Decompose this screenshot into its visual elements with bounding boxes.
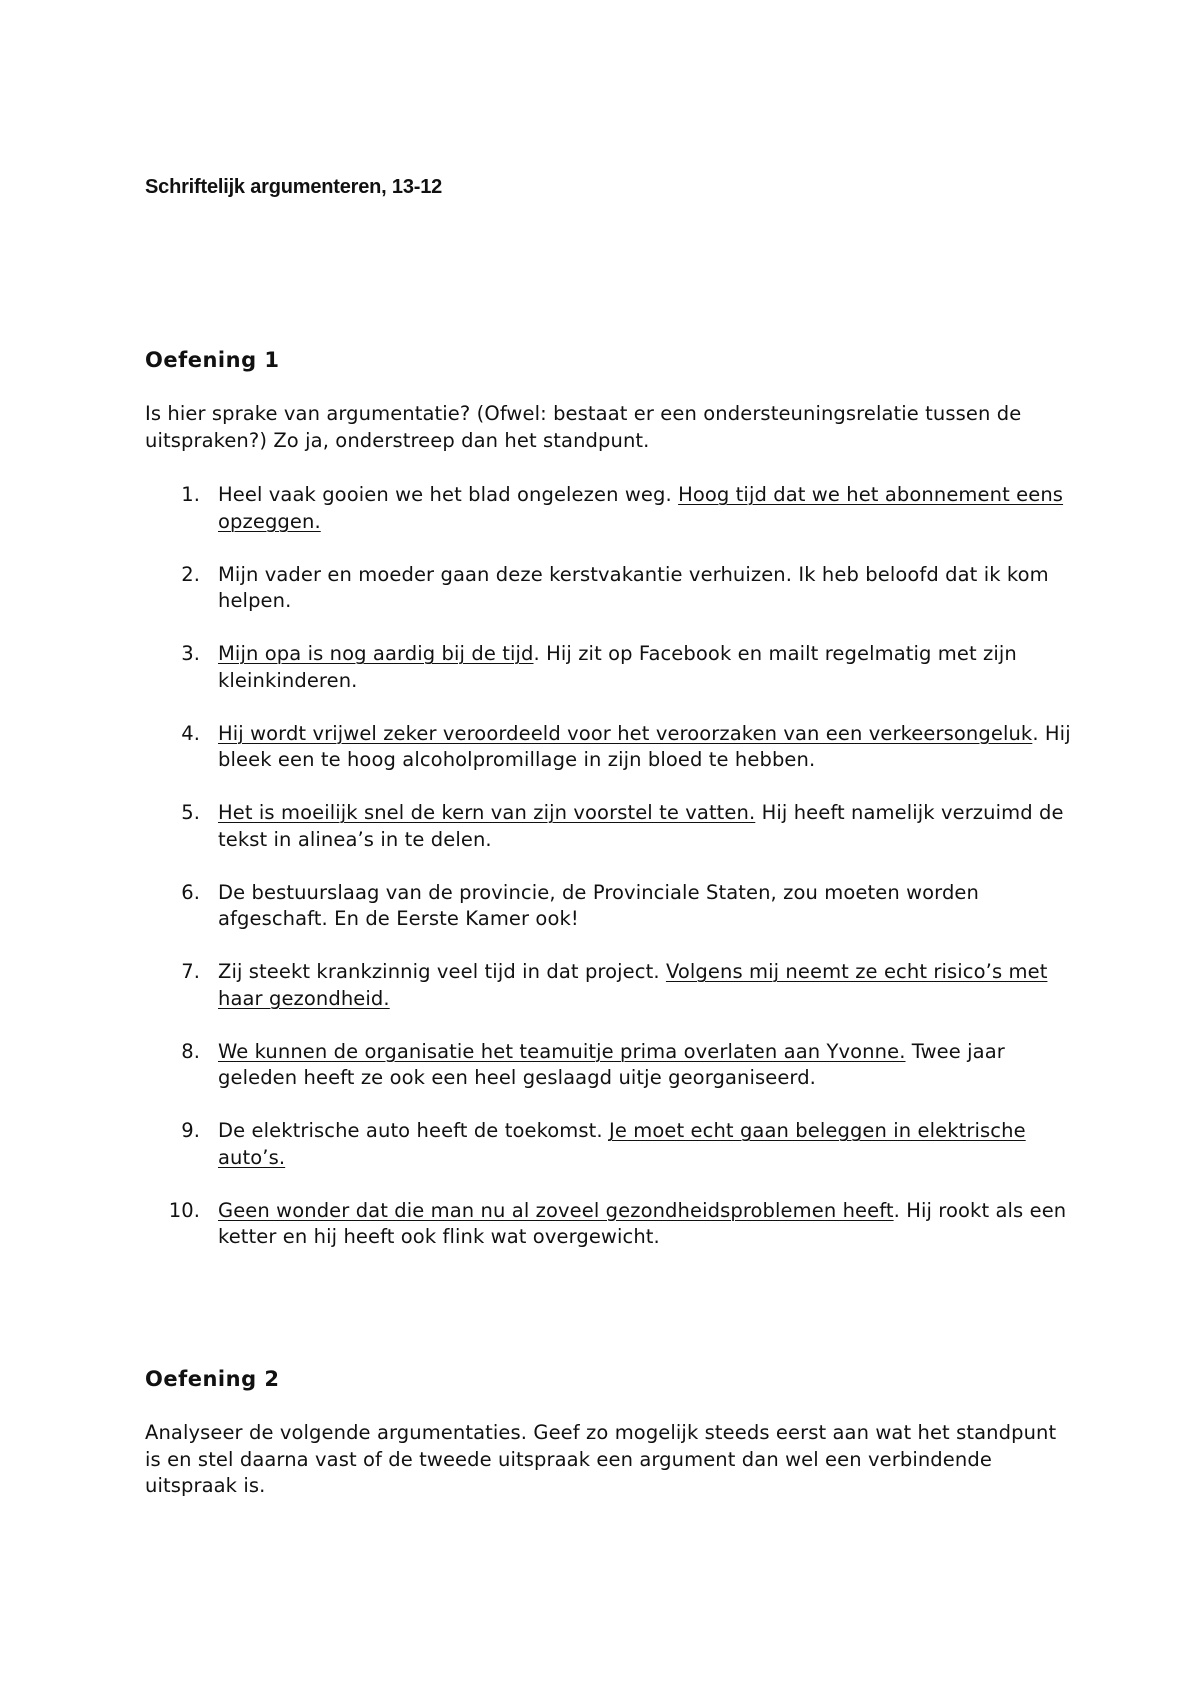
- item-number: 8.: [181, 1039, 200, 1063]
- underlined-standpoint: Mijn opa is nog aardig bij de tijd: [218, 642, 534, 665]
- underlined-standpoint: Je moet echt gaan beleggen in elektrische auto’s.: [218, 1119, 1026, 1169]
- underlined-standpoint: Het is moeilijk snel de kern van zijn voorstel te vatten.: [218, 801, 756, 824]
- item-text: Zij steekt krankzinnig veel tijd in dat project.: [218, 960, 666, 983]
- underlined-standpoint: Hoog tijd dat we het abonnement eens opzeggen.: [218, 483, 1064, 533]
- underlined-standpoint: Volgens mij neemt ze echt risico’s met haar gezondheid.: [218, 960, 1048, 1010]
- item-number: 9.: [181, 1119, 200, 1142]
- item-text: . Hij bleek een te hoog alcoholpromillage in zijn bloed te hebben.: [218, 721, 1071, 771]
- underlined-standpoint: We kunnen de organisatie het teamuitje prima overlaten aan Yvonne.: [218, 1039, 906, 1063]
- item-number: 4.: [181, 721, 200, 745]
- list-item: [145, 482, 1085, 535]
- item-text: De bestuurslaag van de provincie, de Provinciale Staten, zou moeten worden afgeschaft. En de Eerste Kamer ook!: [218, 880, 979, 930]
- item-text: . Hij rookt als een ketter en hij heeft ook flink wat overgewicht.: [218, 1198, 1067, 1248]
- item-number: 3.: [181, 642, 200, 665]
- list-item: [145, 721, 1085, 774]
- item-text: De elektrische auto heeft de toekomst.: [218, 1119, 610, 1142]
- list-item: [145, 800, 1085, 853]
- exercise-1-heading: Oefening 1: [145, 348, 280, 372]
- item-number: 5.: [181, 801, 200, 824]
- item-text: Hij heeft namelijk verzuimd de tekst in alinea’s in te delen.: [218, 801, 1064, 851]
- item-number: 1.: [181, 483, 200, 506]
- list-item: [145, 1118, 1085, 1171]
- underlined-standpoint: Geen wonder dat die man nu al zoveel gezondheidsproblemen heeft: [218, 1198, 894, 1222]
- list-item: [145, 641, 1085, 694]
- list-item: [145, 1198, 1085, 1251]
- exercise-2-instruction: Analyseer de volgende argumentaties. Geef zo mogelijk steeds eerst aan wat het standpunt is en stel daarna vast of de tweede uitspraak een argument dan wel een verbindende uitspraak is.: [145, 1421, 1057, 1497]
- list-item: [145, 1039, 1085, 1092]
- underlined-standpoint: Hij wordt vrijwel zeker veroordeeld voor het veroorzaken van een verkeersongeluk: [218, 721, 1033, 745]
- item-number: 2.: [181, 562, 200, 586]
- list-item: [145, 880, 1085, 933]
- exercise-2-heading: Oefening 2: [145, 1367, 280, 1391]
- document-title: Schriftelijk argumenteren, 13-12: [145, 176, 443, 198]
- item-number: 6.: [181, 880, 200, 904]
- exercise-1-list: [145, 482, 1085, 1277]
- item-text: . Hij zit op Facebook en mailt regelmatig met zijn kleinkinderen.: [218, 642, 1017, 692]
- item-text: Heel vaak gooien we het blad ongelezen weg.: [218, 483, 679, 506]
- exercise-1-instruction: Is hier sprake van argumentatie? (Ofwel: bestaat er een ondersteuningsrelatie tussen de uitspraken?) Zo ja, onderstreep dan het standpunt.: [145, 402, 1022, 452]
- list-item: [145, 562, 1085, 615]
- item-number: 10.: [168, 1198, 200, 1222]
- item-text: Twee jaar geleden heeft ze ook een heel geslaagd uitje georganiseerd.: [218, 1039, 1005, 1089]
- item-number: 7.: [181, 960, 200, 983]
- item-text: Mijn vader en moeder gaan deze kerstvakantie verhuizen. Ik heb beloofd dat ik kom helpen.: [218, 562, 1049, 612]
- list-item: [145, 959, 1085, 1012]
